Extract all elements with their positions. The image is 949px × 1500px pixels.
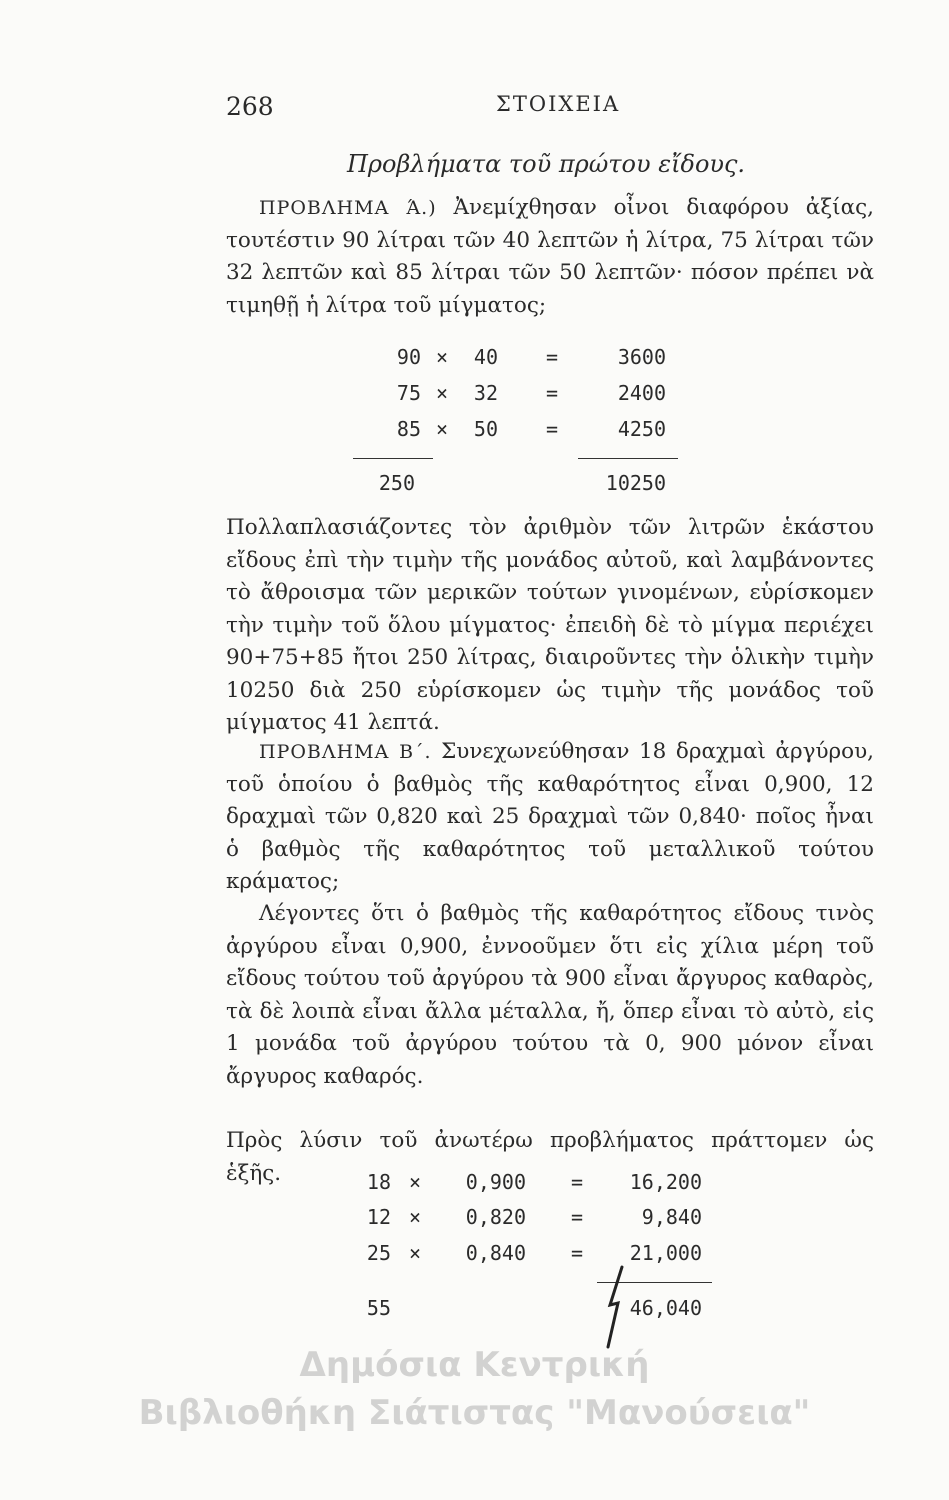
calc-a-product: 4250 — [617, 417, 666, 441]
solution-intro: Πρὸς λύσιν τοῦ ἀνωτέρω προβλήματος πράττομεν ὡς ἑξῆς. — [226, 1128, 874, 1186]
calc-a-quantity: 90 — [396, 345, 421, 369]
times-sign: × — [408, 1241, 422, 1265]
handwritten-pen-mark — [600, 1265, 630, 1350]
calc-b-row — [0, 1241, 949, 1271]
calc-a-product: 3600 — [617, 345, 666, 369]
calc-a-product: 2400 — [617, 381, 666, 405]
calc-b-total-quantity: 55 — [366, 1296, 391, 1320]
calc-b-total-row — [0, 1296, 949, 1326]
times-sign: × — [435, 345, 449, 369]
calc-a-price: 40 — [473, 345, 498, 369]
calc-a-total-quantity: 250 — [378, 471, 415, 495]
equals-sign: = — [570, 1241, 584, 1265]
equals-sign: = — [545, 381, 559, 405]
calc-b-fineness: 0,900 — [465, 1170, 526, 1194]
equals-sign: = — [570, 1205, 584, 1229]
calc-a-quantity: 85 — [396, 417, 421, 441]
times-sign: × — [408, 1205, 422, 1229]
times-sign: × — [435, 417, 449, 441]
calc-a-total-product: 10250 — [605, 471, 666, 495]
calc-b-quantity: 12 — [366, 1205, 391, 1229]
equals-sign: = — [570, 1170, 584, 1194]
calc-a-price: 50 — [473, 417, 498, 441]
calc-b-quantity: 25 — [366, 1241, 391, 1265]
problem-b-text: Συνεχωνεύθησαν 18 δραχμαὶ ἀργύρου, τοῦ ὁποίου ὁ βαθμὸς τῆς καθαρότητος εἶναι 0,900, 12 δραχμαὶ τῶν 0,820 καὶ 25 δραχμαὶ τῶν 0,840· ποῖος ἦναι ὁ βαθμὸς τῆς καθαρότητος τοῦ μεταλλικοῦ τούτου κράματος; — [226, 739, 874, 894]
problem-a-heading: ΠΡΟΒΛΗΜΑ Ά.) — [259, 197, 437, 219]
explanation-b: Λέγοντες ὅτι ὁ βαθμὸς τῆς καθαρότητος εἴδους τινὸς ἀργύρου εἶναι 0,900, ἐννοοῦμεν ὅτι εἰς χίλια μέρη τοῦ εἴδους τούτου τοῦ ἀργύρου τὰ 900 εἶναι ἄργυρος καθαρὸς, τὰ δὲ λοιπὰ εἶναι ἄλλα μέταλλα, ἤ, ὅπερ εἶναι τὸ αὐτὸ, εἰς 1 μονάδα τοῦ ἀργύρου τούτου τὰ 0, 900 μόνον εἶναι ἄργυρος καθαρός. — [226, 901, 874, 1089]
calc-b-product: 21,000 — [629, 1241, 702, 1265]
calc-b-fineness: 0,840 — [465, 1241, 526, 1265]
calc-b-quantity: 18 — [366, 1170, 391, 1194]
calc-b-total-product: 46,040 — [629, 1296, 702, 1320]
library-watermark-line1: Δημόσια Κεντρική — [299, 1345, 650, 1385]
section-title: Προβλήματα τοῦ πρώτου εἴδους. — [347, 150, 746, 178]
equals-sign: = — [545, 345, 559, 369]
calc-b-product: 16,200 — [629, 1170, 702, 1194]
calc-a-price: 32 — [473, 381, 498, 405]
explanation-a: Πολλαπλασιάζοντες τὸν ἀριθμὸν τῶν λιτρῶν ἑκάστου εἴδους ἐπὶ τὴν τιμὴν τῆς μονάδος αὐτοῦ, καὶ λαμβάνοντες τὸ ἄθροισμα τῶν μερικῶν τούτων γινομένων, εὑρίσκομεν τὴν τιμὴν τοῦ ὅλου μίγματος· ἐπειδὴ δὲ τὸ μίγμα περιέχει 90+75+85 ἤτοι 250 λίτρας, διαιροῦντες τὴν ὁλικὴν τιμὴν 10250 διὰ 250 εὑρίσκομεν ὡς τιμὴν τῆς μονάδος τοῦ μίγματος 41 λεπτά. — [226, 515, 874, 735]
problem-a-text: Ἀνεμίχθησαν οἶνοι διαφόρου ἀξίας, τουτέστιν 90 λίτραι τῶν 40 λεπτῶν ἡ λίτρα, 75 λίτραι τῶν 32 λεπτῶν καὶ 85 λίτραι τῶν 50 λεπτῶν· πόσον πρέπει νὰ τιμηθῇ ἡ λίτρα τοῦ μίγματος; — [226, 195, 874, 318]
equals-sign: = — [545, 417, 559, 441]
library-watermark-line2: Βιβλιοθήκη Σιάτιστας "Μανούσεια" — [138, 1393, 811, 1433]
times-sign: × — [435, 381, 449, 405]
calc-a-quantity: 75 — [396, 381, 421, 405]
calc-b-row — [0, 1205, 949, 1235]
page-number: 268 — [226, 92, 274, 121]
calc-b-row — [0, 1170, 949, 1200]
running-title: ΣΤΟΙΧΕΙΑ — [496, 92, 621, 116]
calc-b-fineness: 0,820 — [465, 1205, 526, 1229]
problem-b-heading: ΠΡΟΒΛΗΜΑ Β΄. — [259, 741, 432, 763]
calc-b-product: 9,840 — [641, 1205, 702, 1229]
times-sign: × — [408, 1170, 422, 1194]
